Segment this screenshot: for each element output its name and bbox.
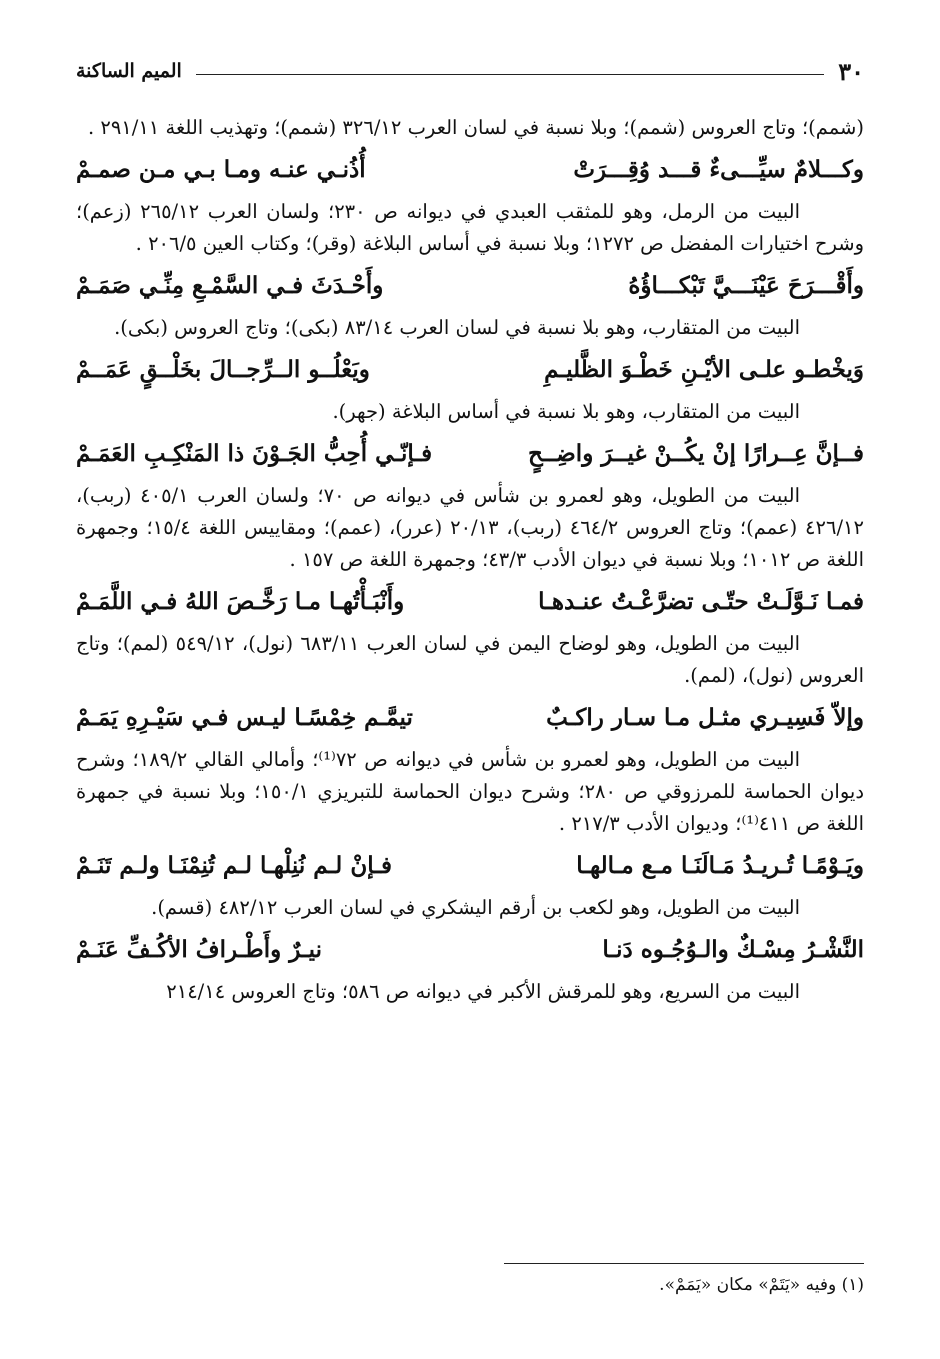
header-rule [196, 74, 824, 75]
page-body [76, 112, 864, 1010]
verse-first-hemistich: وَيخْطـو علـى الأيْـنِ خَطْـوَ الظَّليـمِ [544, 356, 864, 383]
verse-line [76, 846, 864, 886]
verse-second-hemistich: ويَعْلُــو الــرِّجــالَ بخَلْــقٍ عَمَــمْ [76, 356, 370, 383]
footnote: (١) وفيه «يَتَمْ» مكان «يَمَمْ». [659, 1275, 864, 1295]
prose-paragraph: البيت من الطويل، وهو لعمرو بن شأس في ديوانه ص ٧٠؛ ولسان العرب ٤٠٥/١ (ربب)، ٤٢٦/١٢ (عمم)؛ وتاج العروس ٤٦٤/٢ (ربب)، ٢٠/١٣ (عرر)، (عمم)؛ ومقاييس اللغة ١٥/٤؛ وجمهرة اللغة ص ١٠١٢؛ وبلا نسبة في ديوان الأدب ٤٣/٣؛ وجمهرة اللغة ص ١٥٧ . [76, 484, 864, 571]
prose-paragraph: البيت من المتقارب، وهو بلا نسبة في لسان العرب ٨٣/١٤ (بكى)؛ وتاج العروس (بكى). [114, 316, 800, 339]
verse-line [76, 698, 864, 738]
verse-second-hemistich: فـإنْ لـم نُنِلْهـا لـم تُنِمْنَـا ولـم تَنَـمْ [76, 852, 392, 879]
page-header [76, 56, 864, 86]
verse-second-hemistich: فـإنّـي أُحِبُّ الجَـوْنَ ذا المَنْكِـبِ العَمَـمْ [76, 440, 433, 467]
verse-line [76, 266, 864, 306]
prose-paragraph: البيت من الرمل، وهو للمثقب العبدي في ديوانه ص ٢٣٠؛ ولسان العرب ٢٦٥/١٢ (زعم)؛ وشرح اختيارات المفضل ص ١٢٧٢؛ وبلا نسبة في أساس البلاغة (وقر)؛ وكتاب العين ٢٠٦/٥ . [76, 200, 864, 255]
verse-first-hemistich: فــإنَّ عِــرارًا إنْ يكُــنْ غيــرَ واضِــحٍ [527, 440, 864, 467]
prose-paragraph: (شمم)؛ وتاج العروس (شمم)؛ وبلا نسبة في لسان العرب ٣٢٦/١٢ (شمم)؛ وتهذيب اللغة ٢٩١/١١ . [87, 116, 864, 139]
prose-paragraph: البيت من المتقارب، وهو بلا نسبة في أساس البلاغة (جهر). [332, 400, 800, 423]
verse-line [76, 350, 864, 390]
verse-second-hemistich: نيـرٌ وأَطْـرافُ الأكُـفِّ عَنَـمْ [76, 936, 322, 963]
verse-first-hemistich: وكـــلامٌ سيِّـــىءٌ قـــد وُقِـــرَتْ [573, 156, 864, 183]
verse-second-hemistich: وأَحْـدَثَ فـي السَّمْـعِ مِنِّـي صَمَـمْ [76, 272, 384, 299]
prose-paragraph: البيت من الطويل، وهو لعمرو بن شأس في ديوانه ص ٧٢⁽¹⁾؛ وأمالي القالي ١٨٩/٢؛ وشرح ديوان الحماسة للمرزوقي ص ٢٨٠؛ وشرح ديوان الحماسة للتبريزي ١٥٠/١؛ وبلا نسبة في جمهرة اللغة ص ٤١١⁽¹⁾؛ وديوان الأدب ٢١٧/٣ . [76, 748, 864, 835]
running-title: الميم الساكنة [76, 60, 182, 82]
footnote-rule [504, 1263, 864, 1264]
verse-line [76, 582, 864, 622]
verse-first-hemistich: ويَـوْمًـا تُـريـدُ مَـالَنَـا مـع مـالهـا [576, 852, 864, 879]
verse-second-hemistich: أُذُنـي عنـه ومـا بـي مـن صمـمْ [76, 156, 366, 183]
verse-second-hemistich: وأَنْبَـأْتُهـا مـا رَخَّـصَ اللهُ فـي اللَّمَـمْ [76, 588, 405, 615]
prose-paragraph: البيت من الطويل، وهو لوضاح اليمن في لسان العرب ٦٨٣/١١ (نول)، ٥٤٩/١٢ (لمم)؛ وتاج العروس (نول)، (لمم). [76, 632, 864, 687]
verse-first-hemistich: وإلاّ فَسِيـري مثـل مـا سـار راكـبٌ [546, 704, 864, 731]
verse-first-hemistich: النَّشْـرُ مِسْـكٌ والـوُجُـوه دَنـا [602, 936, 864, 963]
prose-paragraph: البيت من الطويل، وهو لكعب بن أرقم اليشكري في لسان العرب ٤٨٢/١٢ (قسم). [151, 896, 800, 919]
verse-second-hemistich: تيمَّـم خِمْسًـا ليـس فـي سَيْـرِهِ يَمَـمْ [76, 704, 413, 731]
verse-first-hemistich: فمـا نَـوَّلَـتْ حتّـى تضرَّعْـتُ عنـدهـا [538, 588, 864, 615]
prose-paragraph: البيت من السريع، وهو للمرقش الأكبر في ديوانه ص ٥٨٦؛ وتاج العروس ٢١٤/١٤ [166, 980, 800, 1003]
verse-first-hemistich: وأَقْـــرَحَ عَيْنَـــيَّ تَبْكـــاؤُهُ [628, 272, 864, 299]
verse-line [76, 150, 864, 190]
page-number: ٣٠ [838, 56, 864, 86]
verse-line [76, 434, 864, 474]
verse-line [76, 930, 864, 970]
